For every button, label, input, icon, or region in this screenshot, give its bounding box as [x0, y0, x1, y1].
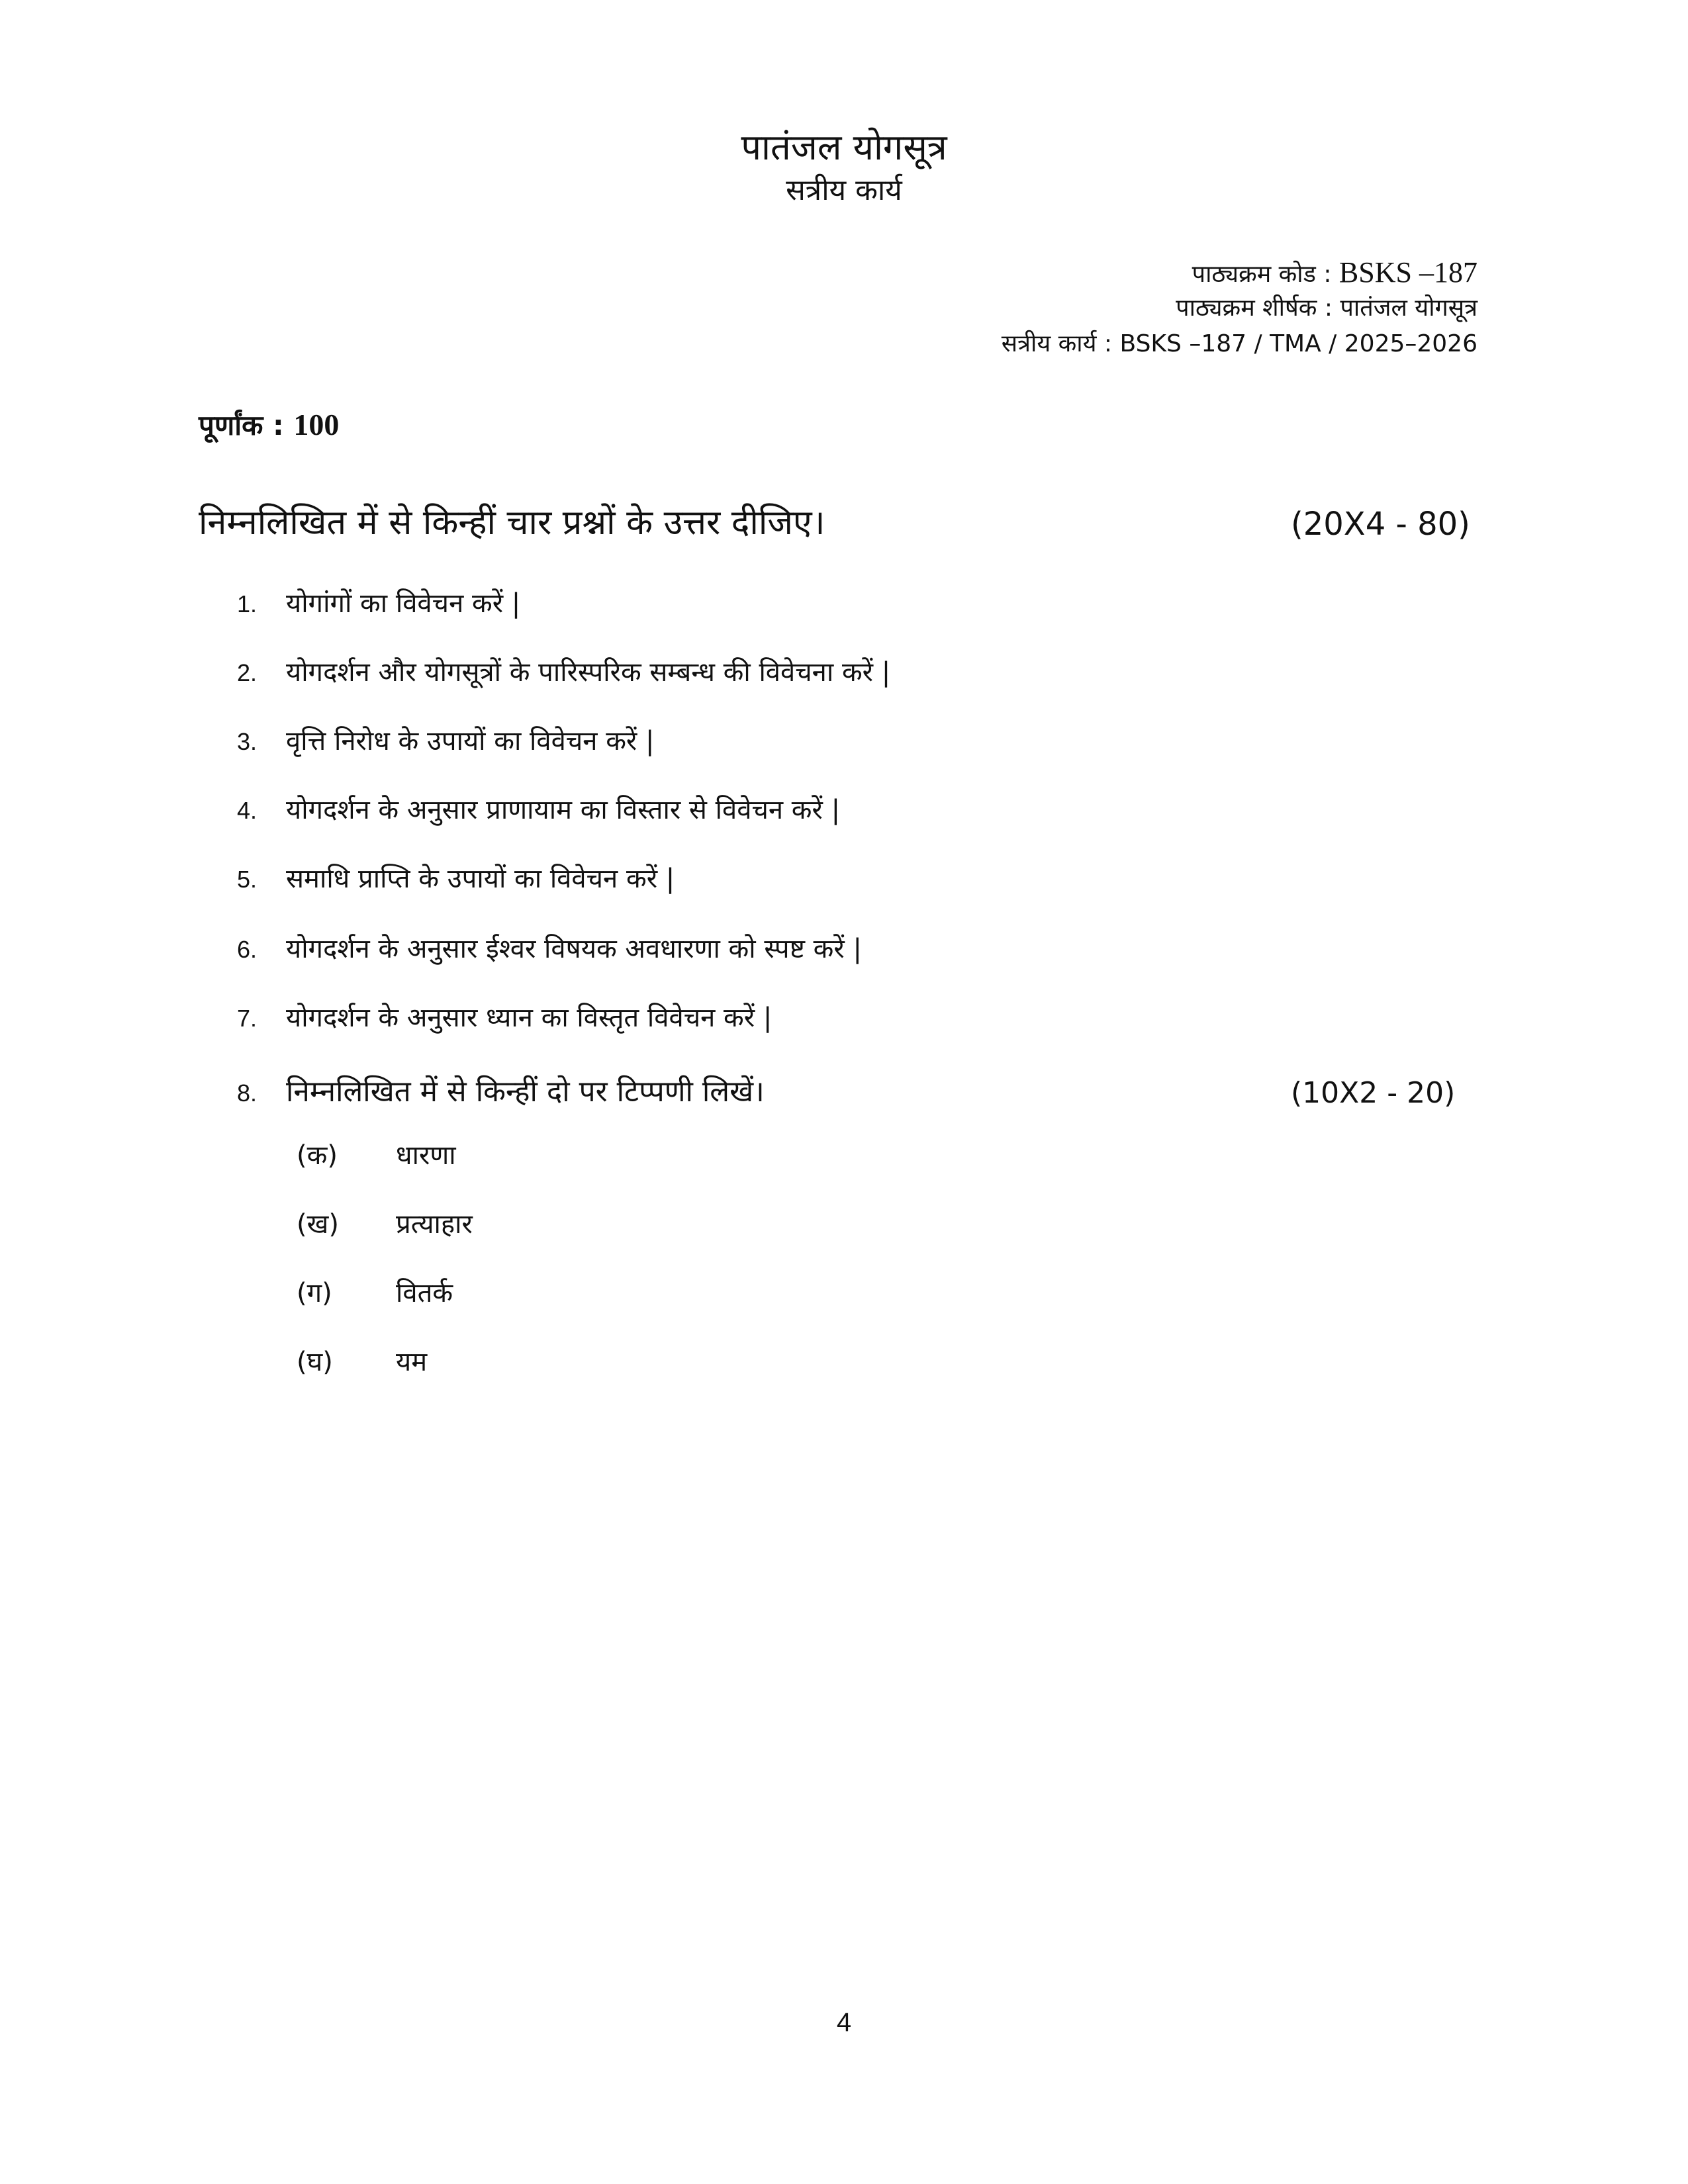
question-7 [237, 998, 772, 1038]
max-marks [199, 405, 339, 445]
course-code-label: पाठ्यक्रम कोड : [1192, 261, 1332, 288]
sub-item-text: यम [396, 1347, 428, 1377]
question-text: योगदर्शन और योगसूत्रों के पारिस्परिक सम्बन्ध की विवेचना करें | [286, 657, 891, 688]
question-3 [237, 721, 654, 762]
sub-item-label: (घ) [297, 1347, 333, 1377]
assignment-code-value: BSKS –187 / TMA / 2025–2026 [1119, 330, 1477, 357]
question-8 [237, 1072, 765, 1113]
question-number: 3. [237, 728, 258, 755]
question-number: 4. [237, 797, 258, 824]
question-number: 7. [237, 1005, 258, 1032]
instruction-text: निम्नलिखित में से किन्हीं चार प्रश्नों के उत्तर दीजिए। [199, 503, 825, 543]
question-6 [237, 929, 862, 970]
question-1 [237, 584, 520, 624]
course-title-value: पातंजल योगसूत्र [1340, 295, 1477, 322]
max-marks-label: पूर्णांक : [199, 409, 284, 441]
question-text: समाधि प्राप्ति के उपायों का विवेचन करें | [286, 864, 675, 894]
document-subtitle: सत्रीय कार्य [786, 173, 902, 207]
question-text: योगदर्शन के अनुसार ध्यान का विस्तृत विवेचन करें | [286, 1003, 773, 1033]
question-5 [237, 859, 675, 899]
question-number: 5. [237, 866, 258, 893]
instruction-marks: (20X4 - 80) [1291, 506, 1470, 543]
assignment-code-label: सत्रीय कार्य : [1001, 330, 1113, 357]
question-text: निम्नलिखित में से किन्हीं दो पर टिप्पणी लिखें। [286, 1075, 765, 1109]
question-number: 2. [237, 659, 258, 686]
max-marks-value: 100 [293, 408, 340, 441]
question-2 [237, 653, 890, 693]
sub-item-label: (ग) [297, 1278, 332, 1308]
sub-item-gha [297, 1342, 427, 1382]
question-8-marks: (10X2 - 20) [1291, 1076, 1456, 1110]
assignment-code [1002, 327, 1477, 361]
sub-item-text: वितर्क [396, 1278, 453, 1308]
page-number: 4 [836, 2008, 852, 2037]
sub-item-text: प्रत्याहार [396, 1209, 473, 1240]
course-title [1176, 291, 1477, 326]
sub-item-ga [297, 1273, 453, 1313]
question-text: योगदर्शन के अनुसार ईश्वर विषयक अवधारणा को स्पष्ट करें | [286, 934, 862, 964]
sub-item-ka [297, 1136, 456, 1175]
sub-item-text: धारणा [396, 1140, 456, 1171]
document-title: पातंजल योगसूत्र [741, 126, 947, 168]
sub-item-label: (ख) [297, 1209, 339, 1240]
question-text: वृत्ति निरोध के उपायों का विवेचन करें | [286, 726, 655, 756]
sub-item-kha [297, 1205, 473, 1244]
course-title-label: पाठ्यक्रम शीर्षक : [1176, 295, 1333, 322]
course-code-value: BSKS –187 [1338, 256, 1477, 289]
question-4 [237, 790, 840, 831]
question-text: योगदर्शन के अनुसार प्राणायाम का विस्तार से विवेचन करें | [286, 795, 841, 825]
sub-item-label: (क) [297, 1140, 338, 1171]
question-text: योगांगों का विवेचन करें | [286, 588, 521, 619]
question-number: 6. [237, 936, 258, 963]
course-code [1192, 255, 1477, 292]
question-number: 8. [237, 1079, 258, 1107]
question-number: 1. [237, 590, 258, 617]
